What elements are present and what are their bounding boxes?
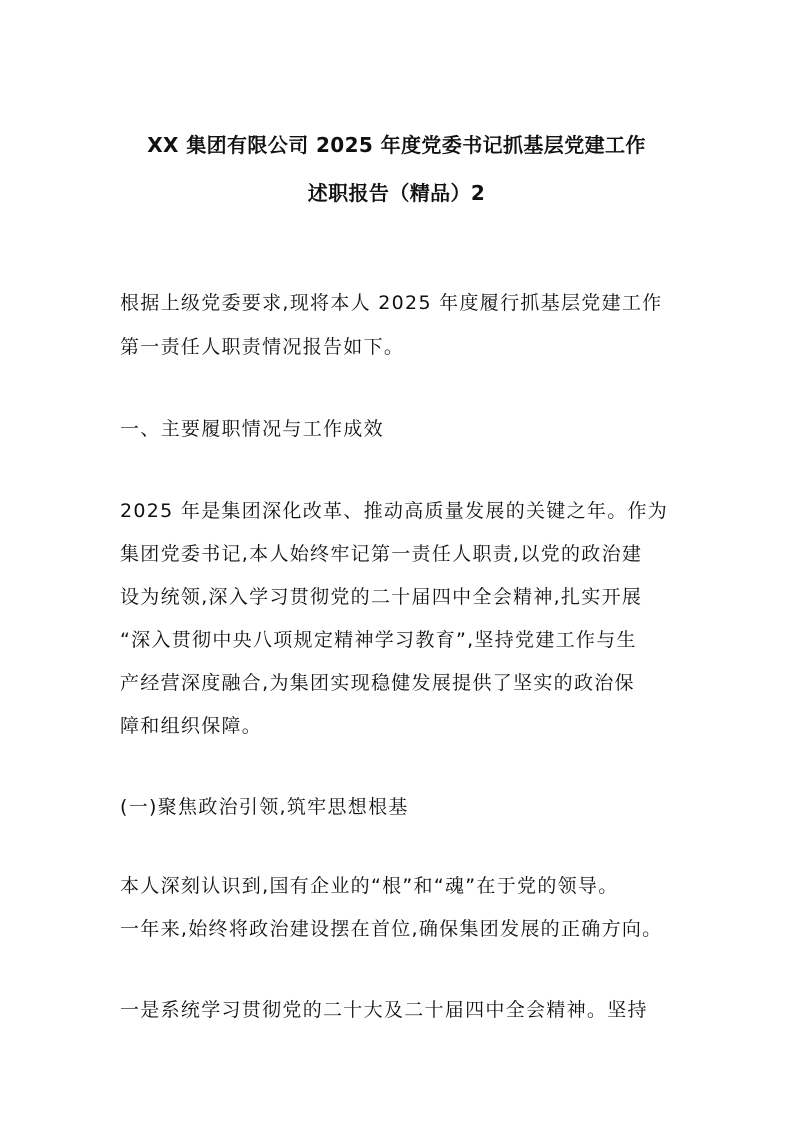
paragraph-3-line-1: 一是系统学习贯彻党的二十大及二十届四中全会精神。坚持 (120, 999, 648, 1021)
paragraph-1-line-2: 集团党委书记,本人始终牢记第一责任人职责,以党的政治建 (120, 543, 643, 565)
paragraph-1-line-5: 产经营深度融合,为集团实现稳健发展提供了坚实的政治保 (120, 672, 635, 694)
subsection-heading: (一)聚焦政治引领,筑牢思想根基 (120, 796, 409, 818)
paragraph-1-line-6: 障和组织保障。 (120, 715, 263, 737)
section-heading: 一、主要履职情况与工作成效 (120, 418, 384, 440)
intro-line-2: 第一责任人职责情况报告如下。 (120, 336, 405, 358)
paragraph-2-line-1: 本人深刻认识到,国有企业的“根”和“魂”在于党的领导。 (120, 875, 619, 897)
document-title-line-1: XX 集团有限公司 2025 年度党委书记抓基层党建工作 (147, 133, 646, 157)
paragraph-1-line-3: 设为统领,深入学习贯彻党的二十届四中全会精神,扎实开展 (120, 586, 643, 608)
document-title-line-2: 述职报告（精品）2 (307, 181, 486, 205)
paragraph-1-line-4: “深入贯彻中央八项规定精神学习教育”,坚持党建工作与生 (120, 629, 637, 651)
intro-line-1: 根据上级党委要求,现将本人 2025 年度履行抓基层党建工作 (120, 292, 663, 314)
paragraph-2-line-2: 一年来,始终将政治建设摆在首位,确保集团发展的正确方向。 (120, 918, 663, 940)
paragraph-1-line-1: 2025 年是集团深化改革、推动高质量发展的关键之年。作为 (120, 500, 669, 522)
